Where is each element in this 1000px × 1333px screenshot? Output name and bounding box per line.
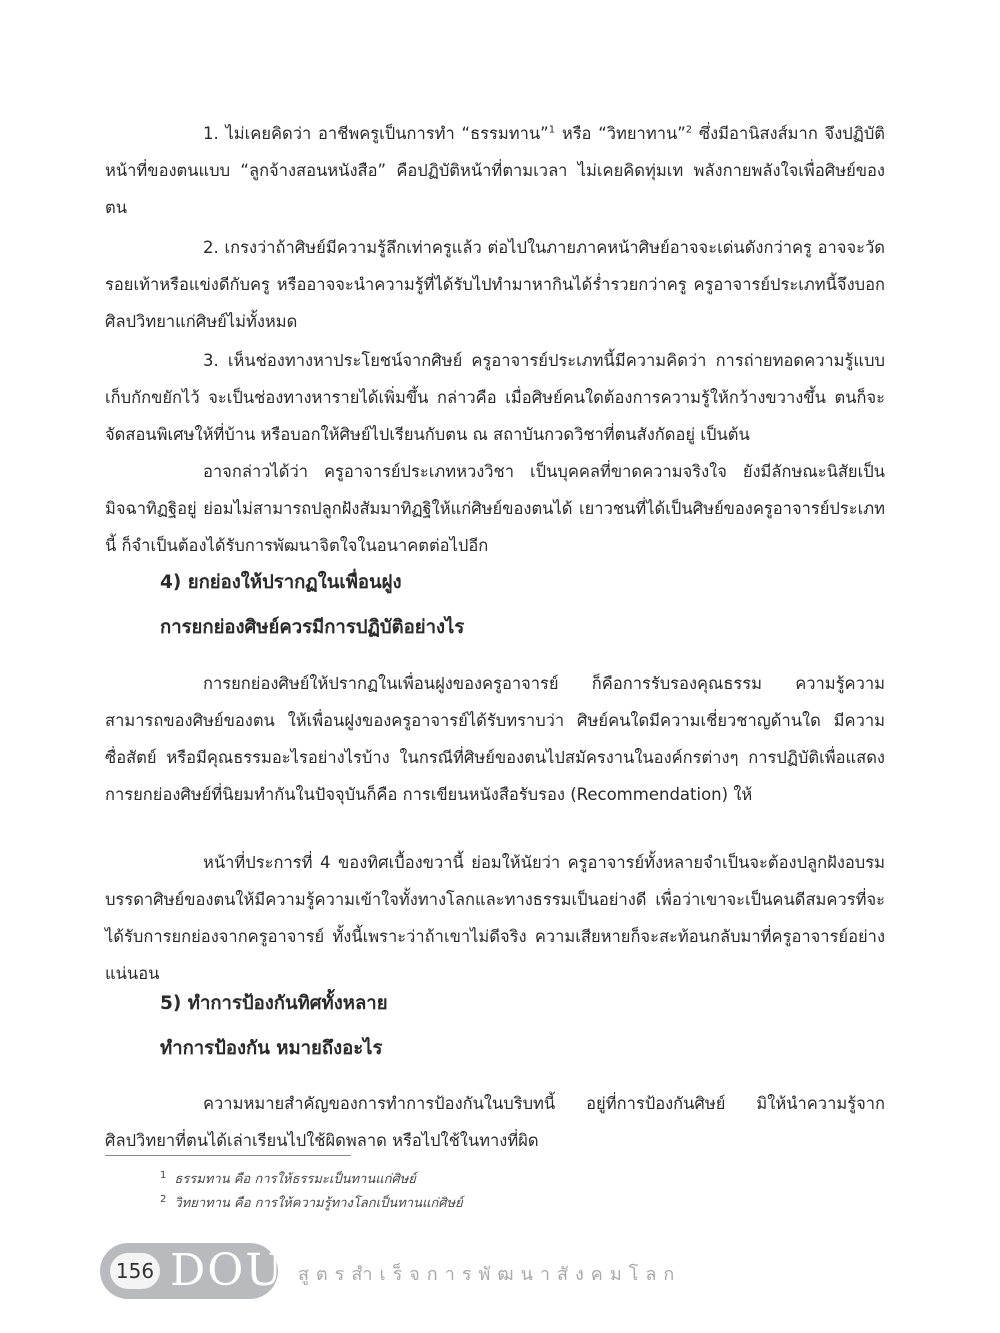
paragraph-5: การยกย่องศิษย์ให้ปรากฏในเพื่อนฝูงของครูอาจารย์ ก็คือการรับรองคุณธรรม ความรู้ความสามารถของศิษย์ของตน ให้เพื่อนฝูงของครูอาจารย์ได้รับทราบว่า ศิษย์คนใดมีความเชี่ยวชาญด้านใด มีความซื่อสัตย์ หรือมีคุณธรรมอะไรอย่างไรบ้าง ในกรณีที่ศิษย์ของตนไปสมัครงานในองค์กรต่างๆ การปฏิบัติเพื่อแสดงการยกย่องศิษย์ที่นิยมทำกันในปัจจุบันก็คือ การเขียนหนังสือรับรอง (Recommendation) ให้ xyxy=(105,674,885,804)
section-subheading-5: ทำการป้องกัน หมายถึงอะไร xyxy=(160,1038,383,1059)
section-heading-5: 5) ทำการป้องกันทิศทั้งหลาย xyxy=(160,993,388,1014)
footnote-2-text: วิทยาทาน คือ การให้ความรู้ทางโลกเป็นทานแก่ศิษย์ xyxy=(174,1196,463,1211)
footnote-ref-1: 1 xyxy=(548,124,556,136)
brand-logo: DOU xyxy=(170,1245,285,1296)
page-footer xyxy=(100,1243,960,1299)
book-title: สูตรสำเร็จการพัฒนาสังคมโลก xyxy=(298,1264,682,1285)
paragraph-1-text-a: 1. ไม่เคยคิดว่า อาชีพครูเป็นการทำ “ธรรมทาน” xyxy=(203,124,549,143)
paragraph-6: หน้าที่ประการที่ 4 ของทิศเบื้องขวานี้ ย่อมให้นัยว่า ครูอาจารย์ทั้งหลายจำเป็นจะต้องปลูกฝังอบรมบรรดาศิษย์ของตนให้มีความรู้ความเข้าใจทั้งทางโลกและทางธรรมเป็นอย่างดี เพื่อว่าเขาจะเป็นคนดีสมควรที่จะได้รับการยกย่องจากครูอาจารย์ ทั้งนี้เพราะว่าถ้าเขาไม่ดีจริง ความเสียหายก็จะสะท้อนกลับมาที่ครูอาจารย์อย่างแน่นอน xyxy=(105,853,885,983)
paragraph-1-text-b: หรือ “วิทยาทาน” xyxy=(555,124,686,143)
paragraph-1 xyxy=(105,115,885,226)
paragraph-1-text-c: ซึ่งมีอานิสงส์มาก จึงปฏิบัติหน้าที่ของตนแบบ “ลูกจ้างสอนหนังสือ” คือปฏิบัติหน้าที่ตามเวลา ไม่เคยคิดทุ่มเท พลังกายพลังใจเพื่อศิษย์ของตน xyxy=(105,124,886,217)
footnote-2 xyxy=(160,1192,463,1213)
footnote-1-text: ธรรมทาน คือ การให้ธรรมะเป็นทานแก่ศิษย์ xyxy=(174,1172,416,1187)
paragraph-7: ความหมายสำคัญของการทำการป้องกันในบริบทนี้ อยู่ที่การป้องกันศิษย์ มิให้นำความรู้จากศิลปวิทยาที่ตนได้เล่าเรียนไปใช้ผิดพลาด หรือไปใช้ในทางที่ผิด xyxy=(105,1094,885,1150)
page-number: 156 xyxy=(110,1253,160,1289)
footnote-ref-2: 2 xyxy=(685,124,693,136)
footnote-1 xyxy=(160,1168,416,1189)
paragraph-3: 3. เห็นช่องทางหาประโยชน์จากศิษย์ ครูอาจารย์ประเภทนี้มีความคิดว่า การถ่ายทอดความรู้แบบเก็บกักขยักไว้ จะเป็นช่องทางหารายได้เพิ่มขึ้น กล่าวคือ เมื่อศิษย์คนใดต้องการความรู้ให้กว้างขวางขึ้น ตนก็จะจัดสอนพิเศษให้ที่บ้าน หรือบอกให้ศิษย์ไปเรียนกับตน ณ สถาบันกวดวิชาที่ตนสังกัดอยู่ เป็นต้น xyxy=(105,351,885,444)
section-subheading-4: การยกย่องศิษย์ควรมีการปฏิบัติอย่างไร xyxy=(160,617,465,638)
paragraph-4: อาจกล่าวได้ว่า ครูอาจารย์ประเภทหวงวิชา เป็นบุคคลที่ขาดความจริงใจ ยังมีลักษณะนิสัยเป็นมิจฉาทิฏฐิอยู่ ย่อมไม่สามารถปลูกฝังสัมมาทิฏฐิให้แก่ศิษย์ของตนได้ เยาวชนที่ได้เป็นศิษย์ของครูอาจารย์ประเภทนี้ ก็จำเป็นต้องได้รับการพัฒนาจิตใจในอนาคตต่อไปอีก xyxy=(105,462,885,555)
section-heading-4: 4) ยกย่องให้ปรากฏในเพื่อนฝูง xyxy=(160,572,402,593)
footnote-2-number: 2 xyxy=(160,1193,167,1205)
footnote-divider xyxy=(105,1155,351,1156)
paragraph-2: 2. เกรงว่าถ้าศิษย์มีความรู้ลึกเท่าครูแล้ว ต่อไปในภายภาคหน้าศิษย์อาจจะเด่นดังกว่าครู อาจจะวัดรอยเท้าหรือแข่งดีกับครู หรืออาจจะนำความรู้ที่ได้รับไปทำมาหากินได้ร่ำรวยกว่าครู ครูอาจารย์ประเภทนี้จึงบอกศิลปวิทยาแก่ศิษย์ไม่ทั้งหมด xyxy=(105,238,885,331)
footnote-1-number: 1 xyxy=(160,1169,167,1181)
footer-badge xyxy=(100,1243,285,1299)
